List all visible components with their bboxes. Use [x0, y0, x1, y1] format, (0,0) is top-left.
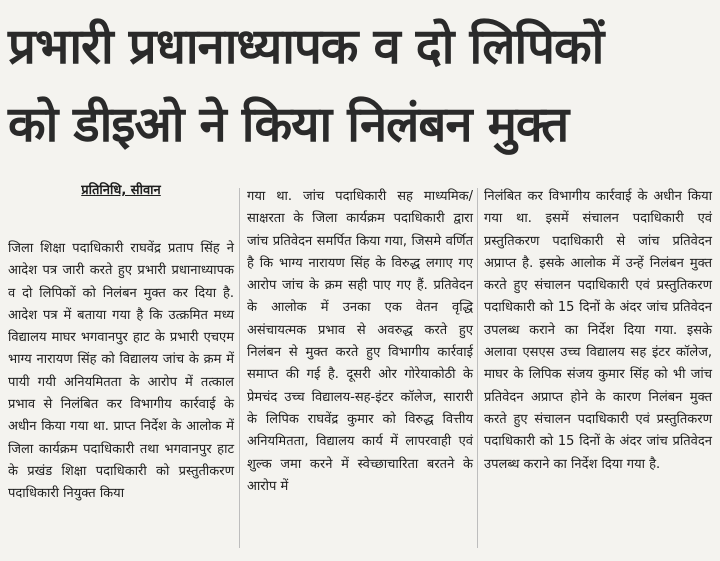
column-1-text: जिला शिक्षा पदाधिकारी राघवेंद्र प्रताप सिंह ने आदेश पत्र जारी करते हुए प्रभारी प्रधानाध्यापक व दो लिपिकों को निलंबन मुक्त कर दिया है. आदेश पत्र में बताया गया है कि उत्क्रमित मध्य विद्यालय माघर भगवानपुर हाट के प्रभारी एचएम भाग्य नारायण सिंह को विद्यालय जांच के क्रम में पायी गयी अनियमितता के आरोप में तत्काल प्रभाव से निलंबित कर विभागीय कार्रवाई के अधीन किया गया था. प्राप्त निर्देश के आलोक में जिला कार्यक्रम पदाधिकारी तथा भगवानपुर हाट के प्रखंड शिक्षा पदाधिकारी को प्रस्तुतीकरण पदाधिकारी नियुक्त किया: [8, 241, 234, 502]
column-divider: [477, 188, 478, 548]
headline-line-2: को डीइओ ने किया निलंबन मुक्त: [8, 96, 569, 153]
byline: प्रतिनिधि, सीवान: [81, 183, 161, 198]
article-column-3: [484, 186, 712, 476]
headline-line-1: प्रभारी प्रधानाध्यापक व दो लिपिकों: [8, 18, 604, 75]
column-3-text: निलंबित कर विभागीय कार्रवाई के अधीन किया गया था. इसमें संचालन पदाधिकारी एवं प्रस्तुतिकरण पदाधिकारी से जांच प्रतिवेदन अप्राप्त है. इसके आलोक में उन्हें निलंबन मुक्त करते हुए संचालन पदाधिकारी एवं प्रस्तुतिकरण पदाधिकारी को 15 दिनों के अंदर जांच प्रतिवेदन उपलब्ध कराने का निर्देश दिया गया. इसके अलावा एसएस उच्च विद्यालय सह इंटर कॉलेज, माघर के लिपिक संजय कुमार सिंह को भी जांच प्रतिवेदन अप्राप्त होने के कारण निलंबन मुक्त करते हुए संचालन पदाधिकारी एवं प्रस्तुतिकरण पदाधिकारी को 15 दिनों के अंदर जांच प्रतिवेदन उपलब्ध कराने का निर्देश दिया गया है.: [484, 189, 712, 472]
column-divider: [239, 188, 240, 548]
column-2-text: गया था. जांच पदाधिकारी सह माध्यमिक/ साक्षरता के जिला कार्यक्रम पदाधिकारी द्वारा जांच प्रतिवेदन समर्पित किया गया, जिसमे वर्णित है कि भाग्य नारायण सिंह के विरुद्ध लगाए गए आरोप जांच के क्रम सही पाए गए हैं. प्रतिवेदन के आलोक में उनका एक वेतन वृद्धि असंचायत्मक प्रभाव से अवरुद्ध करते हुए निलंबन से मुक्त करते हुए विभागीय कार्रवाई समाप्त की गई है. दूसरी ओर गोरेयाकोठी के प्रेमचंद उच्च विद्यालय-सह-इंटर कॉलेज, सारारी के लिपिक राघवेंद्र कुमार को विरुद्ध वित्तीय अनियमितता, विद्यालय कार्य में लापरवाही एवं शुल्क जमा करने में स्वेच्छाचारिता बरतने के आरोप में: [247, 189, 473, 494]
article-column-2: [247, 186, 473, 498]
article-column-1: [8, 180, 234, 506]
headline: [8, 8, 712, 164]
